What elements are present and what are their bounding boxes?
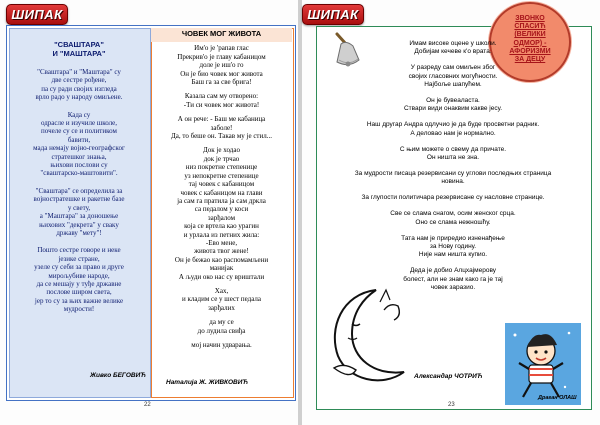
- verse-line: низ покретне степенице: [185, 163, 258, 172]
- verse-line: човек с кабаницом на глави: [180, 188, 263, 197]
- verse-line: тај човек с кабаницом: [188, 180, 255, 189]
- verse-line: Им'о је 'рапав глас: [194, 44, 249, 53]
- verse-line: Наш другар Андра одлучио је да буде просветни радник.: [366, 121, 540, 129]
- verse-line: зарђалом: [207, 213, 236, 222]
- verse-line: која се вртела као урагин: [184, 222, 259, 231]
- verse-line: -Ево мене,: [205, 238, 238, 247]
- poem-title-line: "СВАШТАРА": [54, 40, 104, 49]
- poem-title: ЧОВЕК МОГ ЖИВОТА: [181, 29, 262, 38]
- verse-line: Пошто сестре говоре и неке: [37, 246, 121, 255]
- verse-line: мада немају војно-географског: [33, 144, 125, 153]
- verse-line: стратешког знања,: [51, 152, 107, 161]
- verse-line: језике стране,: [58, 254, 100, 263]
- verse-line: док је трчао: [203, 154, 240, 163]
- verse-line: "сваштарско-маштовити".: [40, 169, 118, 178]
- verse-line: живота твог жене!: [194, 247, 249, 256]
- verse-line: државу "мету"!: [56, 228, 102, 237]
- verse-line: Он је бувеаласта.: [426, 97, 480, 105]
- verse-line: са педалом у коси: [194, 205, 249, 214]
- stamp-line: АФОРИЗМИ: [509, 47, 551, 55]
- verse-line: послове широм света,: [46, 288, 112, 297]
- stanza: [328, 64, 578, 89]
- verse-line: уз непокретне степенице: [184, 171, 259, 180]
- poem-title: [12, 41, 146, 58]
- verse-line: одрасле и изучиле школе,: [40, 119, 118, 128]
- verse-line: за Нову годину.: [429, 242, 477, 250]
- verse-line: ја сам га пратила ја сам дркла: [177, 196, 266, 205]
- poem-author: Живко БЕГОВИЋ: [90, 372, 146, 379]
- verse-line: болест, али не знам како га је тај: [403, 275, 503, 283]
- stamp-line: ОДМОР) -: [513, 39, 547, 47]
- verse-line: човек заразио.: [430, 284, 476, 292]
- stanza: [328, 40, 578, 57]
- stanza: [328, 146, 578, 163]
- verse-line: "Сваштара" се определила за: [35, 186, 123, 195]
- verse-line: и урлала из петних жила:: [183, 230, 260, 239]
- verse-line: Док је ходао: [203, 146, 240, 155]
- stamp-line: (ВЕЛИКИ: [514, 31, 546, 39]
- verse-line: Да, то беше он. Такав му је стил...: [171, 132, 272, 141]
- poem-author: Наталија Ж. ЖИВКОВИЋ: [166, 379, 248, 386]
- stanza: [12, 68, 146, 102]
- stanza: [328, 194, 578, 202]
- stamp-line: СПАСИЋ: [514, 23, 546, 31]
- verse-line: да му се: [209, 318, 234, 327]
- verse-line: Имам високе оцене у школи.: [409, 40, 497, 47]
- verse-line: Прекрив'о је главу кабаницом: [177, 52, 266, 61]
- sleeping-moon-illustration: [324, 284, 412, 388]
- verse-line: новина.: [441, 178, 465, 186]
- verse-line: -Ти си човек мог живота!: [183, 100, 260, 109]
- verse-line: њихови послови су: [50, 161, 108, 170]
- verse-line: За глупости политичара резервисане су насловне странице.: [361, 194, 545, 202]
- verse-line: Када су: [67, 110, 91, 119]
- verse-line: у свету,: [67, 203, 91, 212]
- stanza: [154, 92, 289, 109]
- verse-line: а "Маштара" за доношење: [39, 212, 119, 221]
- stanza: [154, 44, 289, 86]
- verse-line: почеле су се и политиком: [41, 127, 117, 136]
- verse-line: па су ради својих изгледа: [41, 84, 117, 93]
- stanza: [154, 115, 289, 140]
- stanza: [154, 287, 289, 312]
- verse-line: Све се слама снагом, осим женског срца.: [390, 210, 516, 218]
- page-number: 22: [144, 402, 151, 408]
- poem-stanzas: [154, 44, 289, 349]
- verse-line: Он је био човек мог живота: [180, 69, 263, 78]
- stanza: [154, 146, 289, 281]
- verse-line: У разреду сам омиљен због: [410, 64, 496, 72]
- magazine-logo-left: [6, 4, 68, 25]
- verse-line: зарђалих: [208, 303, 235, 312]
- verse-line: бавити,: [67, 135, 91, 144]
- verse-line: да се мешају у туђе државне: [36, 279, 122, 288]
- logo-text: ШИПАК: [11, 7, 63, 22]
- stanza: [154, 341, 289, 349]
- poem-stanzas: [12, 68, 146, 314]
- stanza: [154, 318, 289, 335]
- stanza: [328, 121, 578, 138]
- verse-line: врло радо у народу омиљене.: [35, 93, 123, 102]
- verse-line: С њим можете о свему да причате.: [399, 145, 507, 153]
- verse-line: заболе!: [210, 123, 233, 132]
- stamp-line: ЗА ДЕЦУ: [514, 56, 546, 64]
- verse-line: Хах,: [214, 286, 229, 295]
- verse-line: Најбоље шапућем.: [424, 81, 482, 89]
- magazine-logo-right: [302, 4, 364, 25]
- verse-line: до лудила свиђа: [197, 326, 246, 335]
- verse-line: За мудрости писаца резервисани су углови последњих страница: [354, 169, 552, 177]
- stamp-line: ЗВОНКО: [515, 15, 545, 22]
- verse-line: мудрости!: [63, 305, 95, 314]
- verse-line: њихових "декрета" у сваку: [39, 220, 119, 229]
- verse-line: Казала сам му отворено:: [184, 92, 259, 101]
- verse-line: А деловао нам је нормално.: [410, 129, 496, 137]
- child-on-moon-illustration: [505, 323, 581, 405]
- stanza: [12, 111, 146, 178]
- verse-line: Деда је добио Алцхајмерову: [409, 267, 497, 275]
- verse-line: и кладим се у шест педала: [182, 295, 261, 304]
- verse-line: мој начин удварања.: [191, 341, 252, 349]
- verse-line: Оно се слама нежношћу.: [415, 218, 491, 226]
- verse-line: "Сваштара" и "Маштара" су: [37, 68, 121, 76]
- verse-line: Добијам кечеве к'о врата.: [414, 48, 492, 56]
- verse-line: Баш га за све брига!: [191, 78, 252, 87]
- verse-line: Он ништа не зна.: [426, 154, 480, 162]
- aphorisms-list: [328, 40, 578, 300]
- illustration-credit: Драган ОЛАШ: [538, 395, 577, 401]
- verse-line: Ствари види онаквим какве јесу.: [403, 105, 502, 113]
- verse-line: манијак: [209, 264, 234, 273]
- verse-line: узеле су себи за право и друге: [34, 263, 124, 272]
- verse-line: јер то су за њих важне велике: [34, 296, 124, 305]
- stanza: [328, 210, 578, 227]
- verse-line: својих гласовних могућности.: [408, 72, 498, 80]
- stanza: [328, 97, 578, 114]
- stanza: [12, 246, 146, 313]
- verse-line: А људи око нас су вриштали: [178, 272, 265, 281]
- page-number: 23: [448, 402, 455, 408]
- aphorisms-author: Александар ЧОТРИЋ: [414, 373, 483, 380]
- verse-line: Он је бежао као распомамљени: [174, 255, 269, 264]
- poem-title-line: И "МАШТАРА": [52, 48, 106, 58]
- verse-line: А он рече: - Баш ме кабаница: [177, 115, 266, 124]
- verse-line: Није нам ништа купио.: [418, 251, 488, 259]
- stanza: [328, 170, 578, 187]
- stanza: [328, 235, 578, 260]
- stanza: [12, 187, 146, 237]
- verse-line: доле је иш'о го: [199, 61, 244, 70]
- poem-svashtara: [12, 41, 146, 323]
- verse-line: војностратешке и ракетне базе: [33, 195, 125, 204]
- verse-line: Тата нам је приредио изненађење: [401, 234, 505, 242]
- poem-covek-mog-zivota: [154, 30, 289, 355]
- verse-line: мирољубиве народе,: [48, 271, 110, 280]
- verse-line: две сестре рођене,: [51, 76, 107, 85]
- logo-text: ШИПАК: [307, 7, 359, 22]
